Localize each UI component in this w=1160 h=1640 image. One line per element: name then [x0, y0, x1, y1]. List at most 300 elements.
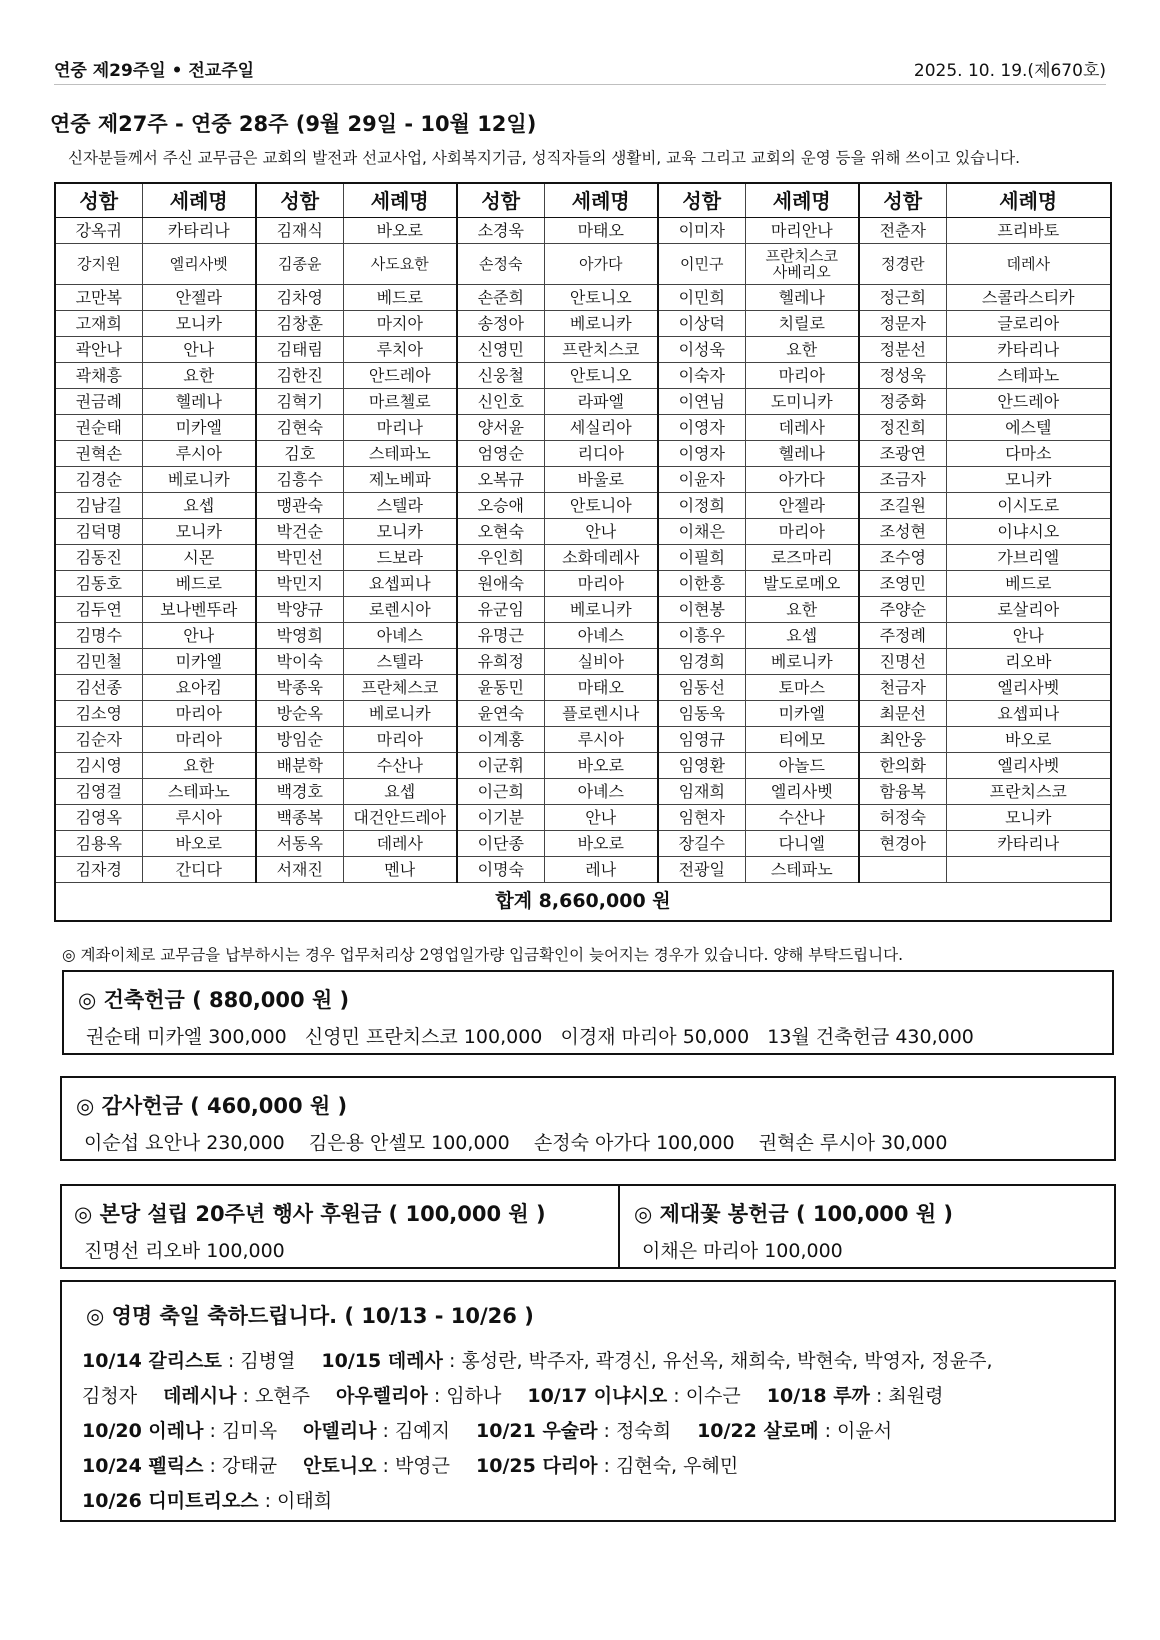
table-row: [55, 727, 1111, 753]
cell-baptism: 헬레나: [745, 285, 859, 311]
feast-names: : 오현주: [236, 1385, 311, 1407]
cell-baptism: 데레사: [343, 831, 457, 857]
cell-baptism: 안젤라: [745, 493, 859, 519]
altar-flowers-donors: 이채은 마리아 100,000: [642, 1240, 843, 1262]
feast-line: [82, 1484, 1102, 1519]
cell-baptism: 마태오: [544, 675, 658, 701]
feast-saint: 안토니오: [303, 1455, 377, 1477]
cell-name: 김자경: [55, 857, 142, 883]
cell-name: 김두연: [55, 597, 142, 623]
cell-baptism: 마리나: [343, 415, 457, 441]
cell-baptism: 아녜스: [343, 623, 457, 649]
cell-baptism: 헬레나: [745, 441, 859, 467]
feast-saint: 10/17 이냐시오: [527, 1385, 668, 1407]
cell-baptism: 프란치스코: [544, 337, 658, 363]
cell-name: 이상덕: [658, 311, 745, 337]
feast-saint: 데레시나: [163, 1385, 237, 1407]
column-header-baptism: 세례명: [343, 183, 457, 218]
cell-name: 천금자: [859, 675, 946, 701]
cell-name: 박종욱: [256, 675, 343, 701]
cell-baptism: 루시아: [142, 805, 256, 831]
cell-name: 정성욱: [859, 363, 946, 389]
cell-name: 김현숙: [256, 415, 343, 441]
cell-name: 김창훈: [256, 311, 343, 337]
cell-name: 진명선: [859, 649, 946, 675]
cell-name: 김재식: [256, 218, 343, 244]
cell-name: 오승애: [457, 493, 544, 519]
cell-name: 이영자: [658, 441, 745, 467]
cell-name: 김남길: [55, 493, 142, 519]
cell-name: 한의화: [859, 753, 946, 779]
feast-saint: 10/15 데레사: [321, 1350, 443, 1372]
cell-baptism: 루치아: [343, 337, 457, 363]
cell-baptism: 마리아: [745, 363, 859, 389]
cell-name: [859, 857, 946, 883]
cell-baptism: 안토니오: [544, 363, 658, 389]
cell-baptism: 마리아: [544, 571, 658, 597]
table-header-row: [55, 183, 1111, 218]
column-header-name: 성함: [457, 183, 544, 218]
cell-baptism: 요셉피나: [946, 701, 1111, 727]
cell-baptism: 엘리사벳: [142, 244, 256, 285]
cell-name: 이흥우: [658, 623, 745, 649]
cell-name: 김영걸: [55, 779, 142, 805]
cell-baptism: 마리아: [142, 727, 256, 753]
cell-name: 김덕명: [55, 519, 142, 545]
cell-baptism: 안토니오: [544, 285, 658, 311]
cell-baptism: 바오로: [946, 727, 1111, 753]
feast-names: : 임하나: [427, 1385, 502, 1407]
cell-baptism: 대건안드레아: [343, 805, 457, 831]
cell-baptism: 멘나: [343, 857, 457, 883]
cell-name: 박영희: [256, 623, 343, 649]
cell-baptism: 요한: [142, 363, 256, 389]
feast-names: : 김미옥: [203, 1420, 278, 1442]
cell-baptism: 프란치스코 사베리오: [745, 244, 859, 285]
cell-baptism: 모니카: [142, 519, 256, 545]
cell-baptism: 마리안나: [745, 218, 859, 244]
feast-saint: 10/20 이레나: [82, 1420, 204, 1442]
cell-baptism: 로즈마리: [745, 545, 859, 571]
table-row: [55, 389, 1111, 415]
cell-baptism: 안나: [142, 623, 256, 649]
cell-baptism: 토마스: [745, 675, 859, 701]
cell-name: 방순옥: [256, 701, 343, 727]
feast-names: : 김예지: [376, 1420, 451, 1442]
cell-name: 임현자: [658, 805, 745, 831]
cell-name: 손정숙: [457, 244, 544, 285]
cell-name: 이민희: [658, 285, 745, 311]
table-row: [55, 623, 1111, 649]
table-row: [55, 519, 1111, 545]
cell-baptism: 데레사: [745, 415, 859, 441]
feast-day-title: ◎ 영명 축일 축하드립니다. ( 10/13 - 10/26 ): [86, 1304, 534, 1328]
cell-name: 김동호: [55, 571, 142, 597]
cell-name: 정근희: [859, 285, 946, 311]
cell-name: 전춘자: [859, 218, 946, 244]
cell-name: 김경순: [55, 467, 142, 493]
cell-baptism: 안나: [544, 805, 658, 831]
cell-baptism: 미카엘: [142, 649, 256, 675]
cell-name: 이연님: [658, 389, 745, 415]
cell-baptism: 라파엘: [544, 389, 658, 415]
cell-baptism: 스테파노: [142, 779, 256, 805]
cell-baptism: 안나: [142, 337, 256, 363]
cell-baptism: 바오로: [343, 218, 457, 244]
cell-name: 장길수: [658, 831, 745, 857]
cell-name: 배분학: [256, 753, 343, 779]
table-row: [55, 441, 1111, 467]
cell-name: 조광연: [859, 441, 946, 467]
cell-name: 고만복: [55, 285, 142, 311]
table-row: [55, 701, 1111, 727]
cell-baptism: 카타리나: [946, 831, 1111, 857]
intro-text: 신자분들께서 주신 교무금은 교회의 발전과 선교사업, 사회복지기금, 성직자들의 생활비, 교육 그리고 교회의 운영 등을 위해 쓰이고 있습니다.: [68, 149, 1021, 167]
feast-saint: 10/25 다리아: [476, 1455, 598, 1477]
cell-baptism: 플로렌시나: [544, 701, 658, 727]
cell-name: 고재희: [55, 311, 142, 337]
cell-baptism: 요셉: [745, 623, 859, 649]
cell-name: 양서윤: [457, 415, 544, 441]
cell-baptism: 요한: [745, 597, 859, 623]
feast-saint: 아우렐리아: [336, 1385, 428, 1407]
cell-name: 이민구: [658, 244, 745, 285]
table-row: [55, 244, 1111, 285]
cell-name: 김한진: [256, 363, 343, 389]
cell-baptism: 마지아: [343, 311, 457, 337]
cell-name: 이정희: [658, 493, 745, 519]
cell-name: 임재희: [658, 779, 745, 805]
cell-baptism: 안나: [544, 519, 658, 545]
cell-baptism: 프리바토: [946, 218, 1111, 244]
cell-name: 김민철: [55, 649, 142, 675]
cell-baptism: 스텔라: [343, 649, 457, 675]
cell-baptism: 안토니아: [544, 493, 658, 519]
feast-names: : 김현숙, 우혜민: [597, 1455, 739, 1477]
cell-name: 이성욱: [658, 337, 745, 363]
cell-baptism: 프란체스코: [343, 675, 457, 701]
cell-baptism: 미카엘: [142, 415, 256, 441]
cell-name: 이필희: [658, 545, 745, 571]
feast-names: : 홍성란, 박주자, 곽경신, 유선옥, 채희숙, 박현숙, 박영자, 정윤주,: [442, 1350, 993, 1372]
cell-name: 이기분: [457, 805, 544, 831]
table-row: [55, 805, 1111, 831]
feast-saint: 10/22 살로메: [697, 1420, 819, 1442]
cell-name: 신인호: [457, 389, 544, 415]
feast-names: : 김병열: [221, 1350, 296, 1372]
table-row: [55, 675, 1111, 701]
cell-name: 김순자: [55, 727, 142, 753]
table-row: [55, 649, 1111, 675]
cell-name: 맹관숙: [256, 493, 343, 519]
cell-baptism: 마리아: [142, 701, 256, 727]
table-row: [55, 753, 1111, 779]
cell-name: 이근희: [457, 779, 544, 805]
cell-baptism: 요아킴: [142, 675, 256, 701]
cell-name: 김호: [256, 441, 343, 467]
cell-baptism: 베로니카: [142, 467, 256, 493]
anniversary-title: ◎ 본당 설립 20주년 행사 후원금 ( 100,000 원 ): [74, 1202, 546, 1226]
cell-baptism: 모니카: [946, 805, 1111, 831]
cell-name: 김차영: [256, 285, 343, 311]
cell-baptism: 루시아: [544, 727, 658, 753]
feast-saint: 10/24 펠릭스: [82, 1455, 204, 1477]
feast-line: [82, 1344, 1102, 1379]
cell-name: 김동진: [55, 545, 142, 571]
table-row: [55, 779, 1111, 805]
cell-baptism: 소화데레사: [544, 545, 658, 571]
cell-baptism: 스텔라: [343, 493, 457, 519]
feast-names: : 강태균: [203, 1455, 278, 1477]
feast-saint: 10/18 루까: [766, 1385, 870, 1407]
cell-name: 박건순: [256, 519, 343, 545]
cell-baptism: 베로니카: [745, 649, 859, 675]
cell-baptism: 이냐시오: [946, 519, 1111, 545]
column-header-name: 성함: [658, 183, 745, 218]
cell-baptism: 카타리나: [142, 218, 256, 244]
cell-baptism: 다마소: [946, 441, 1111, 467]
cell-baptism: 프란치스코: [946, 779, 1111, 805]
cell-baptism: 안젤라: [142, 285, 256, 311]
cell-baptism: 마리아: [343, 727, 457, 753]
table-row: [55, 415, 1111, 441]
feast-names: 김청자: [82, 1385, 138, 1407]
column-header-baptism: 세례명: [946, 183, 1111, 218]
cell-baptism: 사도요한: [343, 244, 457, 285]
feast-line: [82, 1449, 1102, 1484]
cell-name: 최문선: [859, 701, 946, 727]
cell-baptism: 안드레아: [946, 389, 1111, 415]
cell-baptism: 아녜스: [544, 779, 658, 805]
cell-name: 김선종: [55, 675, 142, 701]
cell-baptism: 수산나: [343, 753, 457, 779]
cell-name: 정경란: [859, 244, 946, 285]
cell-name: 임경희: [658, 649, 745, 675]
cell-baptism: 바오로: [544, 753, 658, 779]
cell-baptism: 실비아: [544, 649, 658, 675]
feast-names: : 이태희: [258, 1490, 333, 1512]
cell-name: 백경호: [256, 779, 343, 805]
cell-name: 원애숙: [457, 571, 544, 597]
cell-name: 김종윤: [256, 244, 343, 285]
feast-saint: 10/21 우술라: [476, 1420, 598, 1442]
cell-baptism: 모니카: [343, 519, 457, 545]
cell-baptism: 스콜라스티카: [946, 285, 1111, 311]
column-header-baptism: 세례명: [745, 183, 859, 218]
cell-baptism: 바오로: [142, 831, 256, 857]
table-body: [55, 218, 1111, 922]
cell-name: 박민지: [256, 571, 343, 597]
cell-baptism: 베로니카: [544, 311, 658, 337]
anniversary-donors: 진명선 리오바 100,000: [84, 1240, 285, 1262]
feast-names: : 최원령: [869, 1385, 944, 1407]
cell-name: 김영옥: [55, 805, 142, 831]
cell-baptism: 요셉: [142, 493, 256, 519]
cell-baptism: 바울로: [544, 467, 658, 493]
cell-name: 오현숙: [457, 519, 544, 545]
page-header: [54, 54, 1106, 85]
cell-baptism: 아가다: [544, 244, 658, 285]
cell-baptism: 엘리사벳: [946, 675, 1111, 701]
cell-baptism: 마르첼로: [343, 389, 457, 415]
cell-name: 곽안나: [55, 337, 142, 363]
cell-name: 이미자: [658, 218, 745, 244]
cell-name: 김흥수: [256, 467, 343, 493]
cell-name: 함융복: [859, 779, 946, 805]
cell-name: 신영민: [457, 337, 544, 363]
cell-name: 우인희: [457, 545, 544, 571]
cell-name: 김용옥: [55, 831, 142, 857]
cell-baptism: 치릴로: [745, 311, 859, 337]
building-fund-box: [62, 970, 1114, 1055]
table-row: [55, 467, 1111, 493]
feast-day-box: [60, 1280, 1116, 1522]
cell-name: 서동옥: [256, 831, 343, 857]
cell-baptism: 마리아: [745, 519, 859, 545]
cell-name: 정문자: [859, 311, 946, 337]
cell-name: 송정아: [457, 311, 544, 337]
cell-baptism: 헬레나: [142, 389, 256, 415]
contributors-table: [54, 182, 1112, 922]
cell-baptism: 도미니카: [745, 389, 859, 415]
table-row: [55, 857, 1111, 883]
cell-baptism: 요한: [142, 753, 256, 779]
cell-baptism: 드보라: [343, 545, 457, 571]
cell-baptism: 간디다: [142, 857, 256, 883]
cell-name: 전광일: [658, 857, 745, 883]
cell-baptism: 제노베파: [343, 467, 457, 493]
cell-baptism: 베로니카: [343, 701, 457, 727]
feast-names: : 이수근: [667, 1385, 741, 1407]
cell-baptism: 안드레아: [343, 363, 457, 389]
cell-name: 이군휘: [457, 753, 544, 779]
table-row: [55, 545, 1111, 571]
cell-name: 주양순: [859, 597, 946, 623]
cell-name: 유명근: [457, 623, 544, 649]
cell-baptism: 베로니카: [544, 597, 658, 623]
cell-name: 정분선: [859, 337, 946, 363]
cell-baptism: 베드로: [142, 571, 256, 597]
cell-baptism: [946, 857, 1111, 883]
cell-baptism: 이시도로: [946, 493, 1111, 519]
cell-name: 박이숙: [256, 649, 343, 675]
total-amount: 합계 8,660,000 원: [55, 883, 1111, 922]
cell-name: 유희정: [457, 649, 544, 675]
cell-name: 정진희: [859, 415, 946, 441]
cell-name: 조수영: [859, 545, 946, 571]
building-fund-title: ◎ 건축헌금 ( 880,000 원 ): [78, 988, 350, 1012]
cell-name: 윤동민: [457, 675, 544, 701]
cell-baptism: 미카엘: [745, 701, 859, 727]
cell-name: 조영민: [859, 571, 946, 597]
cell-baptism: 카타리나: [946, 337, 1111, 363]
cell-name: 윤연숙: [457, 701, 544, 727]
column-header-name: 성함: [55, 183, 142, 218]
cell-name: 허정숙: [859, 805, 946, 831]
cell-name: 강지원: [55, 244, 142, 285]
feast-saint: 아델리나: [303, 1420, 377, 1442]
cell-baptism: 모니카: [142, 311, 256, 337]
cell-name: 서재진: [256, 857, 343, 883]
cell-baptism: 베드로: [343, 285, 457, 311]
cell-name: 방임순: [256, 727, 343, 753]
column-header-name: 성함: [256, 183, 343, 218]
column-header-name: 성함: [859, 183, 946, 218]
cell-baptism: 루시아: [142, 441, 256, 467]
cell-name: 박양규: [256, 597, 343, 623]
building-fund-donors: 권순태 미카엘 300,000 신영민 프란치스코 100,000 이경재 마리아 50,000 13월 건축헌금 430,000: [86, 1026, 974, 1048]
feast-saint: 10/26 디미트리오스: [82, 1490, 259, 1512]
cell-baptism: 수산나: [745, 805, 859, 831]
feast-names: : 이윤서: [818, 1420, 893, 1442]
cell-baptism: 티에모: [745, 727, 859, 753]
cell-name: 이단종: [457, 831, 544, 857]
cell-baptism: 에스텔: [946, 415, 1111, 441]
cell-baptism: 로렌시아: [343, 597, 457, 623]
cell-baptism: 로살리아: [946, 597, 1111, 623]
box-divider: [618, 1186, 620, 1267]
cell-name: 백종복: [256, 805, 343, 831]
feast-names: : 박영근: [376, 1455, 451, 1477]
cell-name: 김명수: [55, 623, 142, 649]
table-row: [55, 218, 1111, 244]
table-row: [55, 571, 1111, 597]
cell-name: 권혁손: [55, 441, 142, 467]
cell-name: 이채은: [658, 519, 745, 545]
cell-name: 엄영순: [457, 441, 544, 467]
feast-names: : 정숙희: [597, 1420, 672, 1442]
cell-baptism: 스테파노: [745, 857, 859, 883]
cell-name: 오복규: [457, 467, 544, 493]
cell-baptism: 요셉: [343, 779, 457, 805]
cell-baptism: 스테파노: [343, 441, 457, 467]
cell-name: 이현봉: [658, 597, 745, 623]
cell-name: 이계홍: [457, 727, 544, 753]
feast-line: [82, 1379, 1102, 1414]
cell-baptism: 요한: [745, 337, 859, 363]
cell-name: 강옥귀: [55, 218, 142, 244]
table-row: [55, 493, 1111, 519]
header-liturgical-day: 연중 제29주일 • 전교주일: [54, 61, 255, 81]
cell-baptism: 마태오: [544, 218, 658, 244]
cell-name: 박민선: [256, 545, 343, 571]
cell-baptism: 다니엘: [745, 831, 859, 857]
cell-name: 유군임: [457, 597, 544, 623]
table-row: [55, 285, 1111, 311]
cell-baptism: 보나벤뚜라: [142, 597, 256, 623]
cell-baptism: 데레사: [946, 244, 1111, 285]
cell-baptism: 아녜스: [544, 623, 658, 649]
altar-flowers-title: ◎ 제대꽃 봉헌금 ( 100,000 원 ): [634, 1202, 954, 1226]
cell-baptism: 엘리사벳: [946, 753, 1111, 779]
cell-name: 이윤자: [658, 467, 745, 493]
cell-baptism: 아놀드: [745, 753, 859, 779]
cell-baptism: 베드로: [946, 571, 1111, 597]
feast-day-list: [82, 1344, 1102, 1519]
cell-name: 주정례: [859, 623, 946, 649]
cell-name: 이숙자: [658, 363, 745, 389]
thanksgiving-donors: 이순섭 요안나 230,000 김은용 안셀모 100,000 손정숙 아가다 100,000 권혁손 루시아 30,000: [84, 1132, 948, 1154]
cell-name: 임영환: [658, 753, 745, 779]
table-total-row: [55, 883, 1111, 922]
cell-baptism: 리디아: [544, 441, 658, 467]
cell-baptism: 안나: [946, 623, 1111, 649]
cell-name: 조금자: [859, 467, 946, 493]
cell-baptism: 바오로: [544, 831, 658, 857]
thanksgiving-box: [60, 1076, 1116, 1161]
cell-name: 이영자: [658, 415, 745, 441]
cell-name: 조길원: [859, 493, 946, 519]
